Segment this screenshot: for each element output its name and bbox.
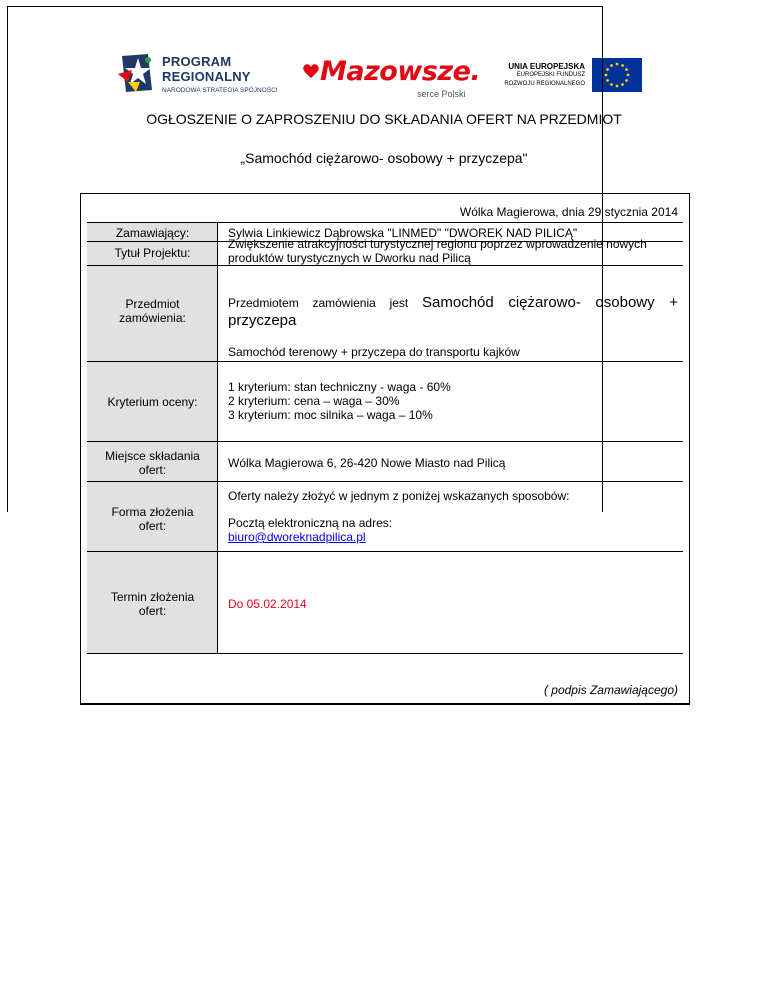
signature-label: ( podpis Zamawiającego)	[543, 683, 678, 697]
value-forma-intro: Oferty należy złożyć w jednym z poniżej wskazanych sposobów:	[228, 489, 570, 503]
label-termin-line2: ofert:	[138, 604, 167, 618]
email-link-wrapper	[228, 530, 678, 544]
date-text: Wólka Magierowa, dnia 29 stycznia 2014	[459, 205, 678, 219]
label-termin	[87, 590, 218, 618]
mazowsze-tagline: serce Polski	[417, 89, 466, 99]
eu-line1: UNIA EUROPEJSKA	[508, 62, 585, 71]
label-miejsce-line1: Miejsce składania	[105, 449, 200, 463]
value-forma-method: Pocztą elektroniczną na adres:	[228, 516, 393, 530]
label-przedmiot-line2: zamówienia:	[119, 311, 186, 325]
label-termin-line1: Termin złożenia	[110, 590, 195, 604]
value-przedmiot-main: Samochód ciężarowo- osobowy + przyczepa	[228, 294, 678, 329]
row-divider	[87, 551, 683, 552]
label-zamawiajacy: Zamawiający:	[115, 226, 190, 240]
value-zamawiajacy: Sylwia Linkiewicz Dąbrowska "LINMED" "DWOREK NAD PILICĄ"	[228, 226, 578, 240]
page-subtitle: „Samochód ciężarowo- osobowy + przyczepa"	[240, 150, 528, 166]
kryterium-item: 3 kryterium: moc silnika – waga – 10%	[228, 408, 433, 422]
label-forma	[87, 505, 218, 533]
program-regionalny-line3: NARODOWA STRATEGIA SPÓJNOŚCI	[162, 87, 278, 94]
value-tytul-projektu: Zwiększenie atrakcyjności turystycznej regionu poprzez wprowadzenie nowych produktów turystycznych w Dworku nad Pilicą	[228, 237, 647, 265]
value-kryterium-list	[228, 380, 678, 422]
kryterium-item: 1 kryterium: stan techniczny - waga - 60%	[228, 380, 451, 394]
value-przedmiot-note: Samochód terenowy + przyczepa do transportu kajków	[228, 345, 520, 359]
label-tytul-projektu: Tytuł Projektu:	[114, 246, 191, 260]
label-miejsce-line2: ofert:	[138, 463, 167, 477]
row-divider	[87, 653, 683, 654]
label-przedmiot	[87, 297, 218, 325]
label-przedmiot-line1: Przedmiot	[125, 297, 180, 311]
value-termin: Do 05.02.2014	[228, 597, 307, 611]
eu-line2: EUROPEJSKI FUNDUSZ	[516, 72, 585, 78]
value-miejsce: Wólka Magierowa 6, 26-420 Nowe Miasto nad Pilicą	[228, 456, 506, 470]
label-forma-line2: ofert:	[138, 519, 167, 533]
row-divider	[87, 265, 683, 266]
mazowsze-wordmark: Mazowsze.	[320, 56, 481, 87]
kryterium-item: 2 kryterium: cena – waga – 30%	[228, 394, 400, 408]
row-divider	[87, 481, 683, 482]
label-miejsce	[87, 449, 218, 477]
program-regionalny-line2: REGIONALNY	[162, 69, 251, 84]
date-row	[87, 200, 683, 223]
label-kryterium: Kryterium oceny:	[107, 395, 198, 409]
email-link[interactable]: biuro@dworeknadpilica.pl	[228, 530, 366, 544]
page-title: OGŁOSZENIE O ZAPROSZENIU DO SKŁADANIA OFERT NA PRZEDMIOT	[146, 111, 622, 127]
row-divider	[87, 361, 683, 362]
label-forma-line1: Forma złożenia	[111, 505, 194, 519]
label-column	[87, 223, 218, 653]
row-divider	[87, 441, 683, 442]
value-przedmiot-prefix: Przedmiotem zamówienia jest	[228, 296, 409, 310]
value-przedmiot	[228, 294, 678, 330]
program-regionalny-line1: PROGRAM	[162, 54, 232, 69]
eu-line3: ROZWOJU REGIONALNEGO	[504, 81, 585, 87]
